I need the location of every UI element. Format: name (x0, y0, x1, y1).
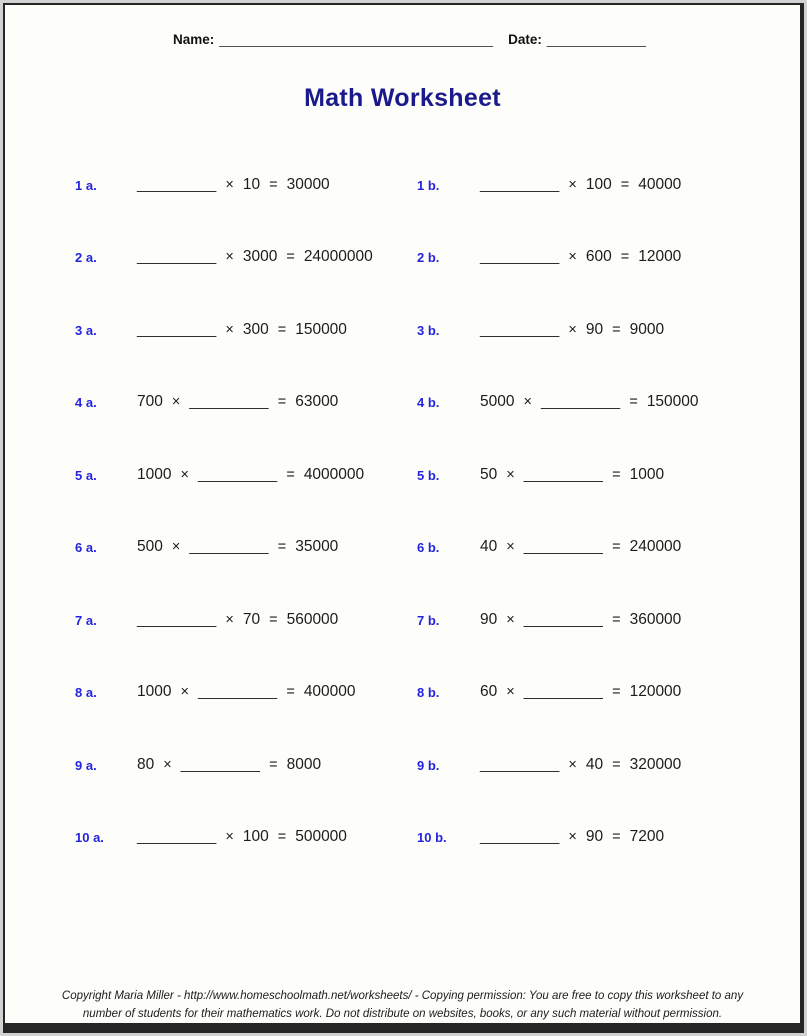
equals-sign: = (286, 466, 295, 483)
problem-row (5, 611, 800, 683)
equation (137, 393, 338, 411)
problem-number: 10 b. (417, 829, 447, 845)
product: 1000 (629, 465, 665, 483)
equation (137, 611, 338, 629)
times-sign: × (523, 394, 532, 411)
product: 240000 (629, 538, 682, 556)
product: 400000 (303, 683, 356, 701)
equals-sign: = (612, 756, 621, 773)
equation (480, 756, 681, 774)
equals-sign: = (612, 684, 621, 701)
times-sign: × (225, 321, 234, 338)
equals-sign: = (269, 611, 278, 628)
equals-sign: = (277, 394, 287, 411)
operand-1: 5000 (480, 393, 515, 411)
problem-number: 2 a. (75, 250, 97, 266)
problem-number: 1 b. (417, 178, 440, 193)
problem-number: 5 a. (75, 467, 97, 483)
operand-2: 90 (585, 320, 604, 338)
times-sign: × (568, 249, 577, 266)
operand-1: 1000 (137, 683, 172, 701)
times-sign: × (506, 539, 515, 556)
product: 4000000 (303, 465, 365, 483)
problem-number: 3 b. (417, 322, 440, 338)
equals-sign: = (277, 321, 287, 338)
copyright-footer (5, 987, 800, 1023)
problem-number: 7 b. (417, 612, 440, 628)
operand-2: 70 (242, 610, 261, 628)
times-sign: × (171, 394, 181, 411)
answer-blank: _________ (197, 465, 278, 483)
answer-blank: _________ (189, 538, 269, 556)
operand-2: 300 (242, 320, 269, 338)
operand-1: 90 (480, 610, 498, 628)
answer-blank: _________ (137, 320, 217, 338)
operand-2: 600 (585, 248, 612, 266)
product: 24000000 (303, 248, 373, 266)
product: 560000 (286, 610, 339, 628)
equation (480, 321, 664, 339)
equals-sign: = (269, 177, 278, 193)
operand-1: 50 (480, 465, 498, 483)
answer-blank: _________ (137, 176, 217, 193)
product: 120000 (629, 683, 682, 701)
operand-2: 90 (585, 827, 604, 845)
product: 12000 (638, 248, 682, 266)
problem-number: 1 a. (75, 178, 97, 193)
times-sign: × (506, 611, 515, 628)
equals-sign: = (286, 249, 295, 266)
name-blank-line: ____________________________________ (219, 32, 494, 47)
product: 500000 (295, 827, 347, 845)
operand-1: 1000 (137, 465, 172, 483)
worksheet-page (3, 3, 804, 1033)
equals-sign: = (612, 828, 621, 845)
equation (137, 828, 347, 846)
date-label: Date: (508, 32, 542, 47)
answer-blank: _________ (480, 320, 560, 338)
answer-blank: _________ (480, 827, 560, 845)
equation (137, 756, 321, 774)
date-blank-line: _____________ (546, 32, 646, 47)
equals-sign: = (612, 539, 621, 556)
answer-blank: _________ (480, 755, 560, 773)
product: 30000 (286, 176, 330, 193)
product: 40000 (638, 176, 682, 193)
equation (480, 176, 681, 194)
equals-sign: = (286, 684, 295, 701)
times-sign: × (171, 539, 181, 556)
problem-row (5, 176, 800, 248)
equals-sign: = (629, 394, 638, 411)
answer-blank: _________ (523, 610, 604, 628)
operand-1: 500 (137, 538, 163, 556)
times-sign: × (163, 756, 172, 773)
name-date-row (173, 32, 646, 47)
equals-sign: = (612, 321, 621, 338)
answer-blank: _________ (480, 176, 560, 193)
problem-number: 10 a. (75, 829, 104, 845)
problem-row (5, 321, 800, 393)
problem-number: 8 a. (75, 685, 97, 701)
equation (480, 248, 681, 266)
problem-number: 9 a. (75, 757, 97, 773)
equation (480, 611, 681, 629)
product: 9000 (629, 320, 665, 338)
equals-sign: = (612, 611, 621, 628)
times-sign: × (568, 756, 577, 773)
equation (480, 466, 664, 484)
name-label: Name: (173, 32, 215, 47)
equals-sign: = (269, 756, 278, 773)
answer-blank: _________ (180, 755, 261, 773)
answer-blank: _________ (480, 248, 560, 266)
operand-2: 100 (242, 827, 269, 845)
operand-2: 10 (242, 176, 261, 193)
times-sign: × (568, 828, 577, 845)
equation (137, 466, 364, 484)
answer-blank: _________ (523, 683, 604, 701)
product: 63000 (295, 393, 339, 411)
times-sign: × (180, 684, 189, 701)
operand-2: 100 (585, 176, 612, 193)
equation (137, 538, 338, 556)
times-sign: × (506, 684, 515, 701)
equation (480, 393, 699, 411)
problem-row (5, 538, 800, 610)
problem-number: 9 b. (417, 757, 440, 773)
answer-blank: _________ (137, 827, 217, 845)
answer-blank: _________ (137, 610, 217, 628)
equation (480, 828, 664, 846)
equals-sign: = (277, 828, 287, 845)
problem-row (5, 248, 800, 320)
equals-sign: = (620, 177, 630, 193)
answer-blank: _________ (523, 465, 604, 483)
problem-number: 7 a. (75, 612, 97, 628)
page-title: Math Worksheet (304, 84, 501, 112)
operand-2: 3000 (242, 248, 278, 266)
equation (137, 321, 347, 339)
answer-blank: _________ (197, 683, 278, 701)
problem-row (5, 683, 800, 755)
problem-number: 4 b. (417, 395, 440, 411)
product: 150000 (646, 393, 699, 411)
problem-number: 2 b. (417, 250, 440, 266)
answer-blank: _________ (189, 393, 269, 411)
problem-row (5, 756, 800, 828)
problem-row (5, 393, 800, 465)
operand-1: 80 (137, 755, 155, 773)
product: 35000 (295, 538, 339, 556)
problem-number: 8 b. (417, 685, 440, 701)
operand-2: 40 (585, 755, 604, 773)
problem-number: 6 a. (75, 540, 97, 556)
times-sign: × (225, 828, 234, 845)
product: 7200 (629, 827, 665, 845)
problem-row (5, 466, 800, 538)
problem-row (5, 828, 800, 900)
operand-1: 700 (137, 393, 163, 411)
answer-blank: _________ (137, 248, 217, 266)
copyright-line-1: Copyright Maria Miller - http://www.homeschoolmath.net/worksheets/ - Copying permission: You are free to copy this worksheet to any (61, 990, 744, 1002)
equation (137, 683, 356, 701)
product: 320000 (629, 755, 682, 773)
equation (137, 248, 373, 266)
times-sign: × (568, 321, 577, 338)
problem-number: 3 a. (75, 322, 97, 338)
operand-1: 60 (480, 683, 498, 701)
times-sign: × (225, 611, 234, 628)
times-sign: × (225, 177, 234, 193)
equals-sign: = (620, 249, 630, 266)
copyright-line-2: number of students for their mathematics work. Do not distribute on websites, books, or any such material without permission. (82, 1008, 723, 1020)
problem-number: 4 a. (75, 395, 97, 411)
times-sign: × (568, 177, 577, 193)
equation (480, 538, 681, 556)
equation (480, 683, 681, 701)
product: 150000 (295, 320, 347, 338)
product: 8000 (286, 755, 322, 773)
times-sign: × (225, 249, 234, 266)
product: 360000 (629, 610, 682, 628)
answer-blank: _________ (523, 538, 604, 556)
equals-sign: = (612, 466, 621, 483)
times-sign: × (180, 466, 189, 483)
problems-list (5, 176, 800, 900)
operand-1: 40 (480, 538, 498, 556)
answer-blank: _________ (540, 393, 621, 411)
problem-number: 5 b. (417, 467, 440, 483)
equals-sign: = (277, 539, 287, 556)
problem-number: 6 b. (417, 540, 440, 556)
times-sign: × (506, 466, 515, 483)
equation (137, 176, 330, 194)
